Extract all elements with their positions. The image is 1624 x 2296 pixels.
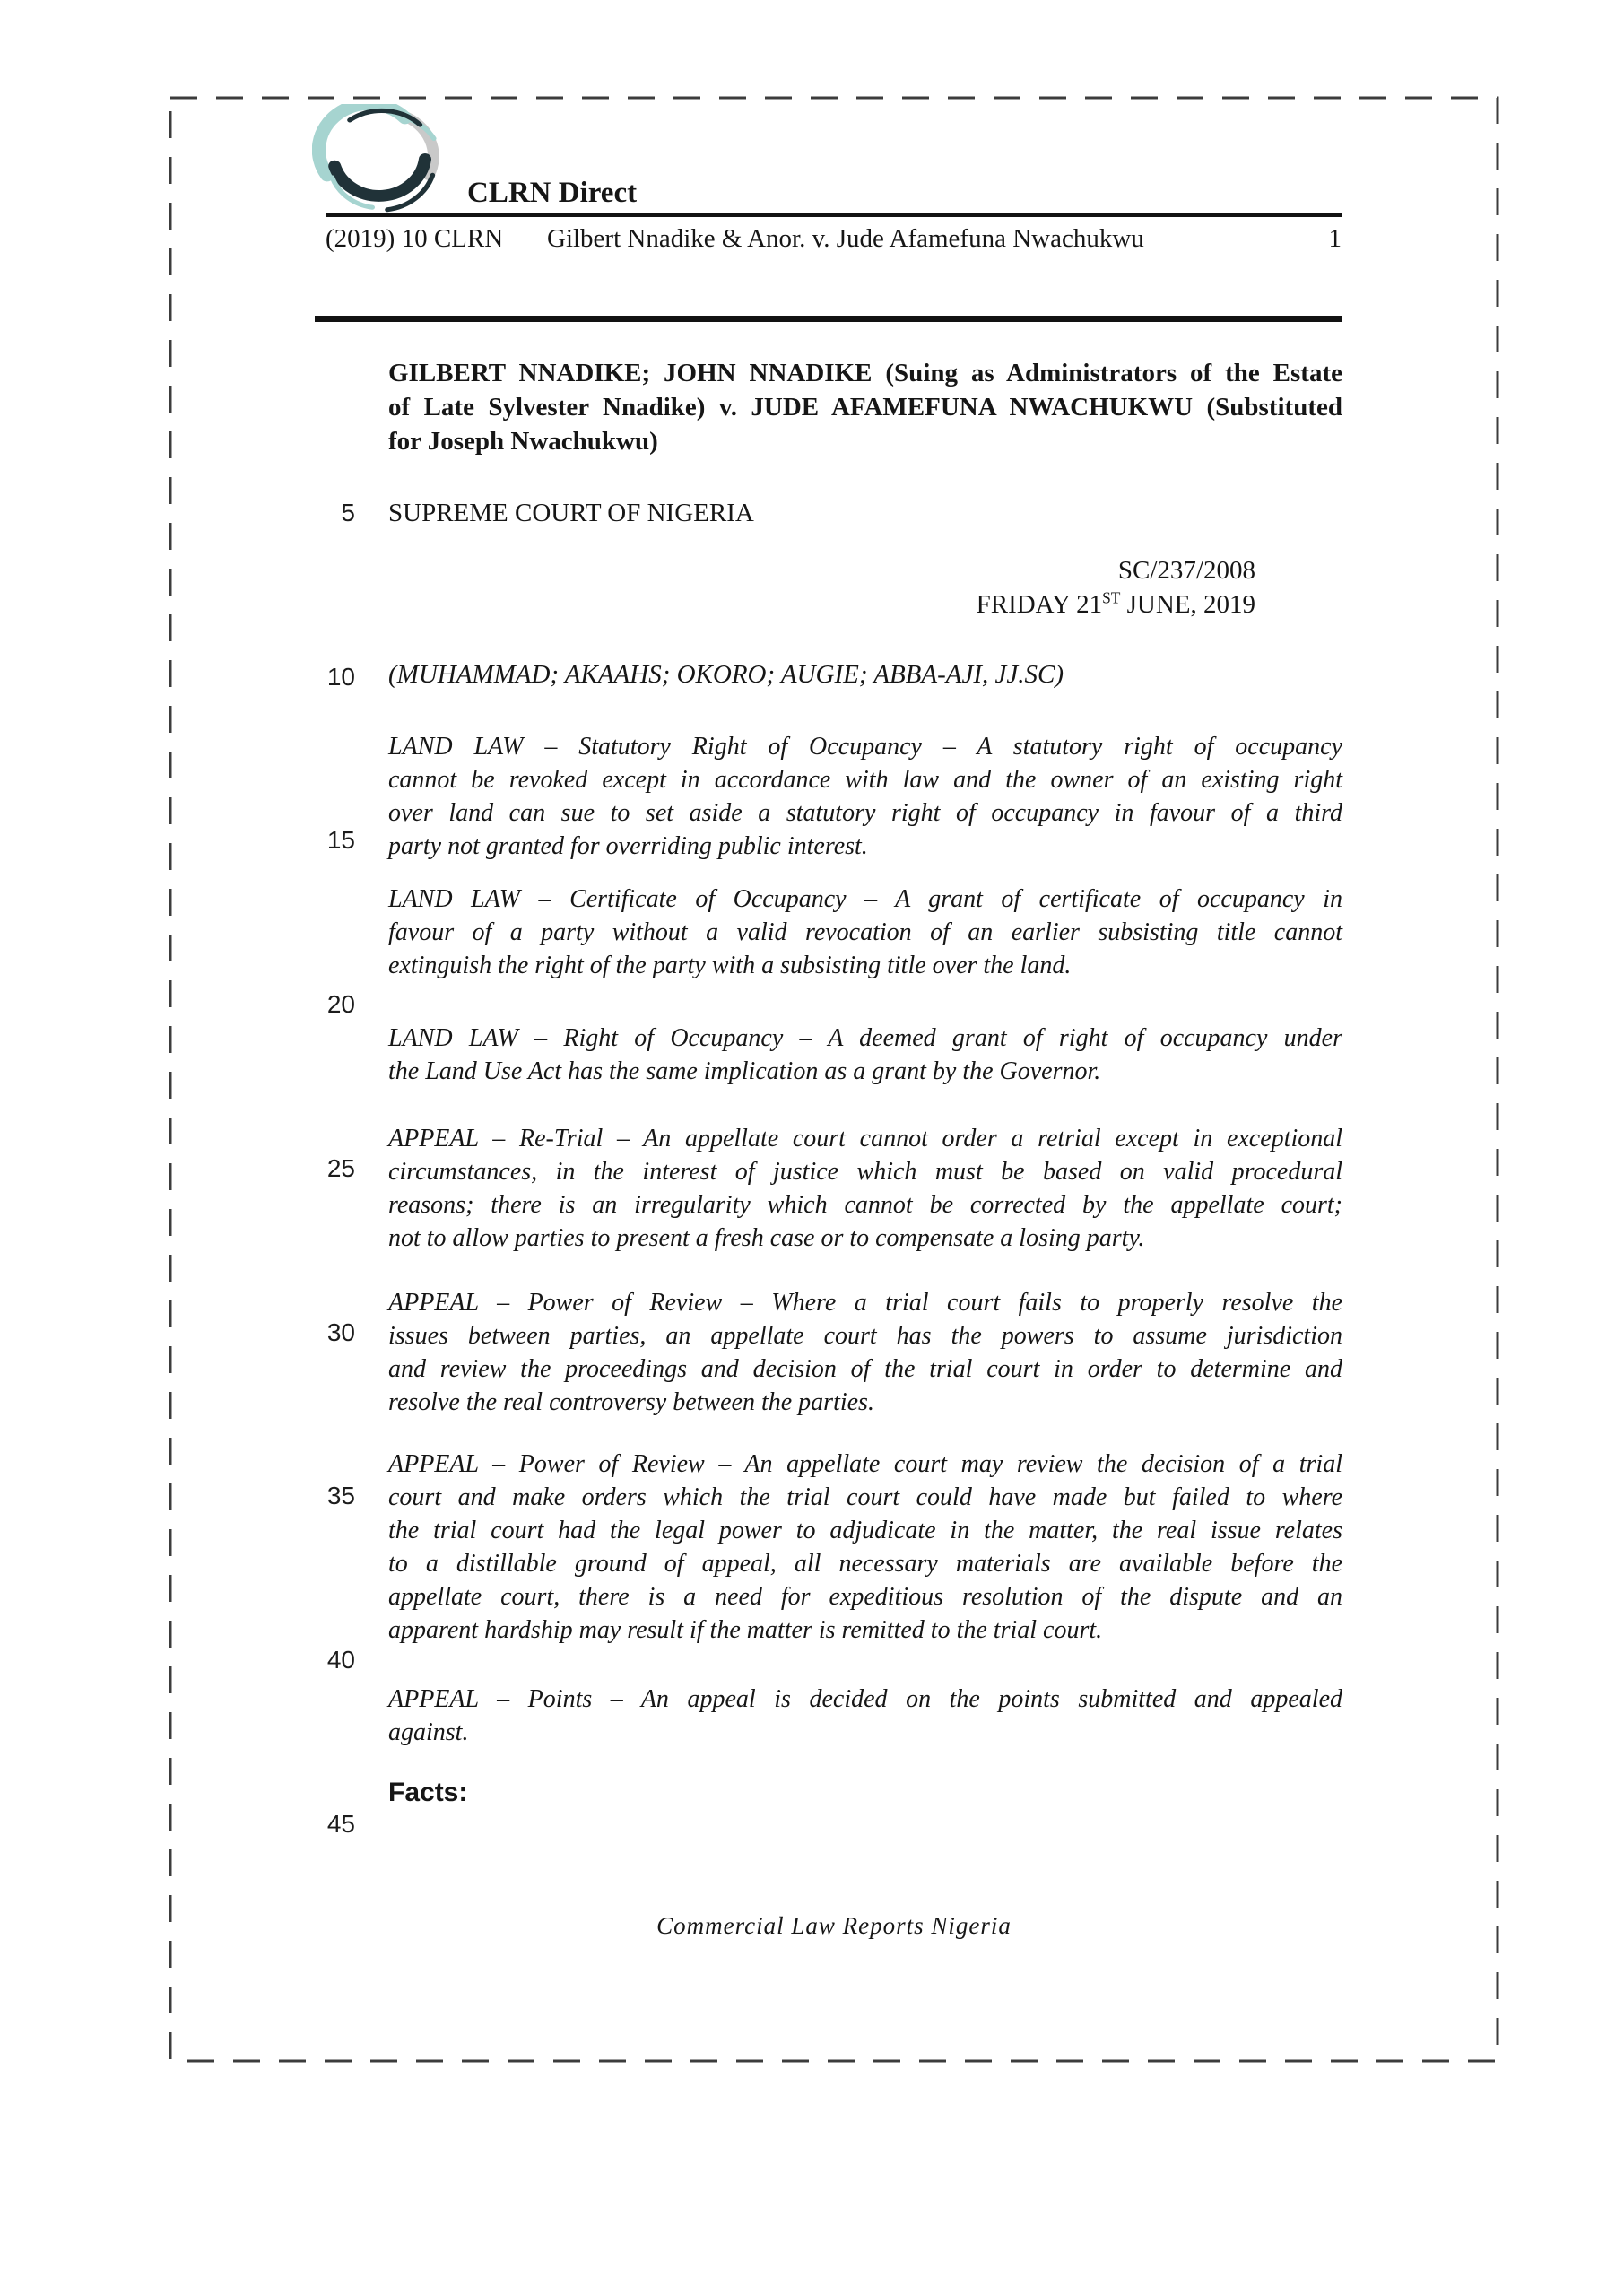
judgment-date — [977, 590, 1255, 620]
margin-line-number: 25 — [326, 1154, 355, 1182]
case-title-line: GILBERT NNADIKE; JOHN NNADIKE (Suing as Administrators of the Estate — [388, 359, 1342, 387]
headnote-line: apparent hardship may result if the matter is remitted to the trial court. — [388, 1616, 1103, 1644]
header-rule-bottom — [315, 316, 1342, 322]
headnote-line: issues between parties, an appellate court has the powers to assume jurisdiction — [388, 1322, 1342, 1350]
headnote-line: to a distillable ground of appeal, all necessary materials are available before the — [388, 1550, 1342, 1578]
margin-line-number: 45 — [326, 1810, 355, 1838]
margin-line-number: 15 — [326, 826, 355, 854]
header-citation: (2019) 10 CLRN — [326, 224, 504, 253]
headnote-line: LAND LAW – Statutory Right of Occupancy – A statutory right of occupancy — [388, 733, 1342, 761]
headnote-line: cannot be revoked except in accordance with law and the owner of an existing right — [388, 766, 1342, 794]
headnote-line: APPEAL – Points – An appeal is decided on the points submitted and appealed — [388, 1685, 1342, 1713]
court-name: SUPREME COURT OF NIGERIA — [388, 499, 754, 527]
headnote-line: party not granted for overriding public interest. — [388, 832, 868, 860]
margin-line-number: 20 — [326, 990, 355, 1018]
headnote-line: LAND LAW – Certificate of Occupancy – A grant of certificate of occupancy in — [388, 885, 1342, 913]
headnote-line: not to allow parties to present a fresh case or to compensate a losing party. — [388, 1224, 1145, 1252]
header-page-number: 1 — [1328, 224, 1342, 253]
headnote-line: resolve the real controversy between the parties. — [388, 1388, 874, 1416]
headnote-appeal-power-of-review-2 — [388, 1448, 1342, 1647]
margin-line-number: 40 — [326, 1646, 355, 1674]
headnote-line: APPEAL – Re-Trial – An appellate court cannot order a retrial except in exceptional — [388, 1125, 1342, 1152]
headnote-line: appellate court, there is a need for expeditious resolution of the dispute and an — [388, 1583, 1342, 1611]
brand-title: CLRN Direct — [467, 177, 638, 209]
headnote-land-law-certificate — [388, 883, 1342, 982]
headnote-line: the Land Use Act has the same implication as a grant by the Governor. — [388, 1057, 1101, 1085]
headnote-appeal-retrial — [388, 1122, 1342, 1255]
margin-line-number: 10 — [326, 663, 355, 691]
suit-number: SC/237/2008 — [1117, 556, 1255, 585]
case-title-line: for Joseph Nwachukwu) — [388, 427, 658, 456]
headnote-appeal-power-of-review-1 — [388, 1286, 1342, 1419]
judgment-date-rest: JUNE, 2019 — [1120, 590, 1255, 619]
headnote-appeal-points — [388, 1683, 1342, 1749]
headnote-line: and review the proceedings and decision of the trial court in order to determine and — [388, 1355, 1342, 1383]
headnote-line: favour of a party without a valid revocation of an earlier subsisting title cannot — [388, 918, 1342, 946]
headnote-land-law-right-of-occupancy — [388, 1022, 1342, 1088]
headnote-line: LAND LAW – Right of Occupancy – A deemed grant of right of occupancy under — [388, 1024, 1342, 1052]
case-title-line: of Late Sylvester Nnadike) v. JUDE AFAMEFUNA NWACHUKWU (Substituted — [388, 393, 1342, 422]
case-title — [388, 356, 1342, 458]
footer-imprint: Commercial Law Reports Nigeria — [656, 1912, 1012, 1939]
margin-line-number: 35 — [326, 1482, 355, 1509]
headnote-line: against. — [388, 1718, 469, 1746]
header-running-case-name: Gilbert Nnadike & Anor. v. Jude Afamefuna Nwachukwu — [547, 224, 1144, 253]
judgment-date-day: FRIDAY 21 — [976, 590, 1103, 619]
headnote-line: court and make orders which the trial court could have made but failed to where — [388, 1483, 1342, 1511]
facts-label: Facts: — [388, 1778, 468, 1807]
headnote-line: APPEAL – Power of Review – An appellate court may review the decision of a trial — [388, 1450, 1342, 1478]
margin-line-number: 30 — [326, 1318, 355, 1346]
headnote-line: the trial court had the legal power to adjudicate in the matter, the real issue relates — [388, 1517, 1342, 1544]
headnote-land-law-statutory-right — [388, 730, 1342, 863]
headnote-line: extinguish the right of the party with a subsisting title over the land. — [388, 952, 1072, 979]
headnote-line: reasons; there is an irregularity which cannot be corrected by the appellate court; — [388, 1191, 1342, 1219]
judgment-date-ordinal: ST — [1102, 588, 1121, 607]
margin-line-number: 5 — [341, 499, 355, 526]
header-rule-top — [326, 213, 1342, 217]
headnote-line: circumstances, in the interest of justice which must be based on valid procedural — [388, 1158, 1342, 1186]
clrn-logo-icon — [312, 104, 450, 219]
judges-line: (MUHAMMAD; AKAAHS; OKORO; AUGIE; ABBA-AJI, JJ.SC) — [388, 660, 1064, 689]
headnote-line: APPEAL – Power of Review – Where a trial court fails to properly resolve the — [388, 1289, 1342, 1317]
headnote-line: over land can sue to set aside a statutory right of occupancy in favour of a third — [388, 799, 1342, 827]
